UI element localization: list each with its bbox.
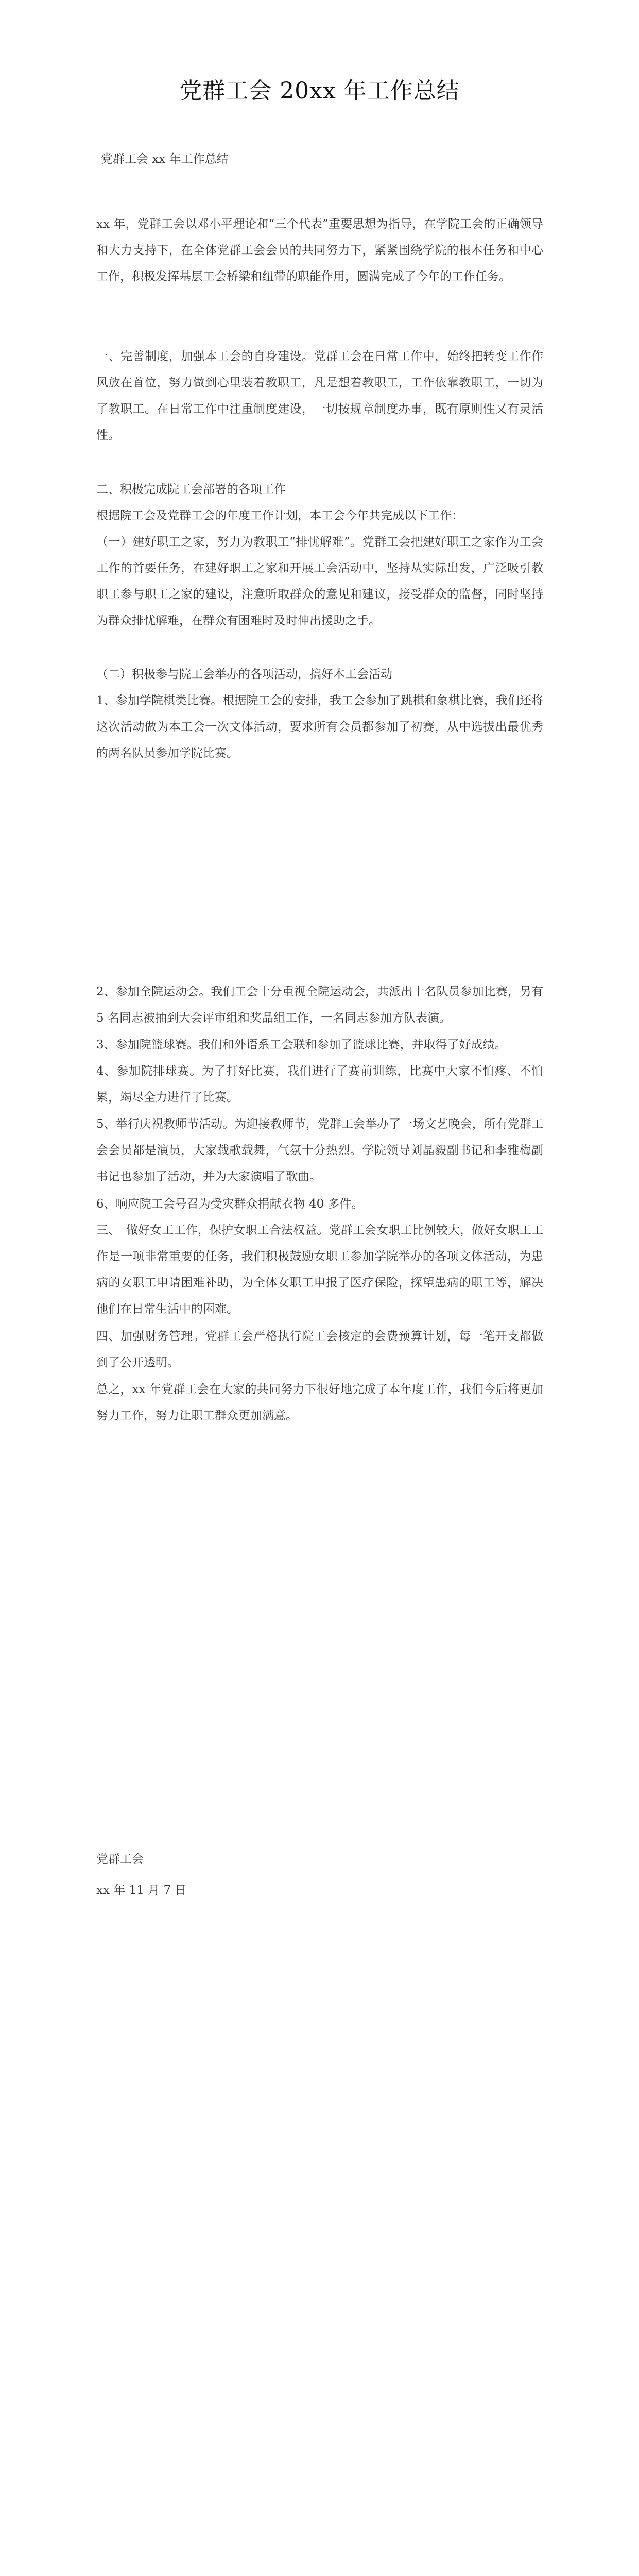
paragraph-section-3: 三、 做好女工工作，保护女职工合法权益。党群工会女职工比例较大，做好女职工工作是一项非常重要的任务，我们积极鼓励女职工参加学院举办的各项文体活动，为患病的女职工申请困难补助，为全体女职工申报了医疗保险，探望患病的职工等，解决他们在日常生活中的困难。 (96, 1224, 543, 1316)
paragraph-intro: xx 年，党群工会以邓小平理论和“三个代表”重要思想为指导，在学院工会的正确领导和大力支持下，在全体党群工会会员的共同努力下，紧紧围绕学院的根本任务和中心工作，积极发挥基层工会桥梁和纽带的职能作用，圆满完成了今年的工作任务。 (96, 217, 543, 283)
paragraph-section-2-heading: 二、积极完成院工会部署的各项工作 (96, 483, 286, 496)
paragraph-activity-2: 2、参加全院运动会。我们工会十分重视全院运动会，共派出十名队员参加比赛，另有 5 名同志被抽到大会评审组和奖品组工作，一名同志参加方队表演。 (96, 985, 543, 1025)
signature-date: xx 年 11 月 7 日 (96, 1884, 187, 1897)
paragraph-section-1: 一、完善制度，加强本工会的自身建设。党群工会在日常工作中，始终把转变工作作风放在首位，努力做到心里装着教职工，凡是想着教职工，工作依靠教职工，一切为了教职工。在日常工作中注重制度建设，一切按规章制度办事，既有原则性又有灵活性。 (96, 350, 543, 442)
paragraph-activity-1: 1、参加学院棋类比赛。根据院工会的安排，我工会参加了跳棋和象棋比赛，我们还将这次活动做为本工会一次文体活动，要求所有会员都参加了初赛，从中选拔出最优秀的两名队员参加学院比赛。 (96, 694, 543, 760)
paragraph-item-2-heading: （二）积极参与院工会举办的各项活动，搞好本工会活动 (96, 668, 392, 681)
paragraph-summary: 总之，xx 年党群工会在大家的共同努力下很好地完成了本年度工作，我们今后将更加努力工作，努力让职工群众更加满意。 (96, 1383, 543, 1422)
paragraph-activity-3: 3、参加院篮球赛。我们和外语系工会联和参加了篮球比赛，并取得了好成绩。 (96, 1038, 507, 1052)
signature-organization: 党群工会 (96, 1853, 144, 1866)
paragraph-activity-6: 6、响应院工会号召为受灾群众捐献衣物 40 多件。 (96, 1197, 364, 1211)
paragraph-activity-4: 4、参加院排球赛。为了打好比赛，我们进行了赛前训练，比赛中大家不怕疼、不怕累，竭尽全力进行了比赛。 (96, 1064, 543, 1104)
paragraph-section-2-plan: 根据院工会及党群工会的年度工作计划，本工会今年共完成以下工作： (96, 509, 463, 522)
document-title: 党群工会 20xx 年工作总结 (179, 78, 460, 104)
document-subtitle: 党群工会 xx 年工作总结 (101, 152, 229, 166)
paragraph-item-1: （一）建好职工之家，努力为教职工“排忧解难”。党群工会把建好职工之家作为工会工作的首要任务，在建好职工之家和开展工会活动中，坚持从实际出发，广泛吸引教职工参与职工之家的建设，注意听取群众的意见和建议，接受群众的监督，同时坚持为群众排忧解难，在群众有困难时及时伸出援助之手。 (96, 535, 543, 628)
paragraph-activity-5: 5、举行庆祝教师节活动。为迎接教师节，党群工会举办了一场文艺晚会，所有党群工会会员都是演员，大家载歌载舞，气氛十分热烈。学院领导刘晶毅副书记和李雅梅副书记也参加了活动，并为大家演唱了歌曲。 (96, 1117, 543, 1183)
paragraph-section-4: 四、加强财务管理。党群工会严格执行院工会核定的会费预算计划，每一笔开支都做到了公开透明。 (96, 1330, 543, 1369)
